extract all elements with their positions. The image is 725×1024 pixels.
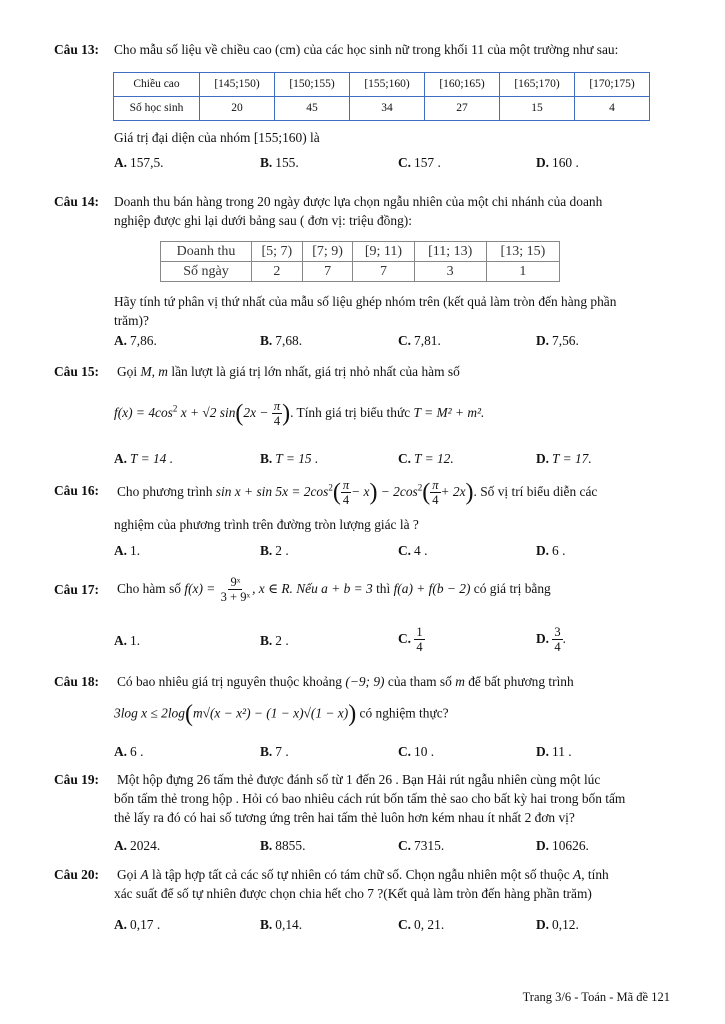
fraction: $\frac{\pi}{4}$ <box>273 399 281 429</box>
answer-options <box>114 918 674 934</box>
page-footer: Trang 3/6 - Toán - Mã đề 121 <box>522 990 670 1004</box>
option-b[interactable]: B. 2 . <box>260 543 289 558</box>
option-b[interactable]: B. 8855. <box>260 838 306 853</box>
option-b[interactable]: B. 7 . <box>260 744 289 759</box>
count-cell: 20 <box>200 97 275 121</box>
count-cell: 7 <box>353 262 414 282</box>
count-cell: 27 <box>425 97 500 121</box>
question-text: Cho mẫu số liệu về chiều cao (cm) của các học sinh nữ trong khối 11 của một trường như sau: <box>114 42 619 57</box>
answer-options <box>114 452 674 468</box>
question-label: Câu 18: <box>54 674 100 689</box>
option-c[interactable]: C. 157 . <box>398 155 441 170</box>
count-cell: 15 <box>500 97 575 121</box>
option-d[interactable]: D. 160 . <box>536 155 579 170</box>
option-c[interactable]: C. 4 . <box>398 543 428 558</box>
question-17 <box>54 575 674 663</box>
interval-cell: [11; 13) <box>414 242 486 262</box>
function-formula: Cho hàm số f(x) = $\frac{\text{9ˣ}}{\text{3 + 9ˣ}}$ , x ∈ R. Nếu a + b = 3 thì f(a) + f(b − 2) có giá trị bằng <box>117 575 551 605</box>
question-text: Gọi A là tập hợp tất cả các số tự nhiên có tám chữ số. Chọn ngẫu nhiên một số thuộc A, tính <box>117 867 609 882</box>
question-prompt <box>114 131 320 144</box>
count-cell: 3 <box>414 262 486 282</box>
question-20 <box>54 868 674 933</box>
height-table <box>113 72 650 121</box>
question-text: Một hộp đựng 26 tấm thẻ được đánh số từ 1 đến 26 . Bạn Hải rút ngẫu nhiên cùng một lúc <box>117 772 601 787</box>
count-cell: 45 <box>275 97 350 121</box>
option-b[interactable]: B. 2 . <box>260 633 289 648</box>
option-a[interactable]: A. 0,17 . <box>114 917 161 932</box>
prompt-text: Giá trị đại diện của nhóm <box>114 130 251 145</box>
question-15 <box>54 365 674 470</box>
question-16 <box>54 478 674 559</box>
option-c[interactable]: C. 0, 21. <box>398 917 445 932</box>
equation: Cho phương trình $\sin x + \sin 5x = 2\cos^2$( $\frac{\pi}{4}$ − $x) - 2\cos^2$( $\frac{\pi}{4}$ + 2x). Số vị trí biểu diễn các <box>117 478 598 508</box>
prompt-text: là <box>310 130 320 145</box>
inequality: 3log x ≤ 2log(m√(x − x²) − (1 − x)√(1 − x)) có nghiệm thực? <box>114 701 449 727</box>
answer-options <box>114 839 674 855</box>
table-header-cell: Số ngày <box>161 262 252 282</box>
table-header-cell: Chiều cao <box>114 73 200 97</box>
option-d[interactable]: D. 10626. <box>536 838 589 853</box>
question-label: Câu 14: <box>54 194 100 209</box>
interval-cell: [160;165) <box>425 73 500 97</box>
option-b[interactable]: B. 155. <box>260 155 299 170</box>
option-d[interactable]: D. 6 . <box>536 543 566 558</box>
answer-options <box>114 625 674 661</box>
table-header-cell: Số học sinh <box>114 97 200 121</box>
function-formula: $f(x) = 4\cos^2$ x + √2 sin(2x − $\frac{\pi}{4}$ ). Tính giá trị biểu thức T = M² + m². <box>114 399 485 429</box>
option-d[interactable]: D. 11 . <box>536 744 572 759</box>
question-14 <box>54 195 674 350</box>
question-label: Câu 16: <box>54 483 100 498</box>
table-header-cell: Doanh thu <box>161 242 252 262</box>
question-text: Hãy tính tứ phân vị thứ nhất của mẫu số liệu ghép nhóm trên (kết quả làm tròn đến hàng phần <box>114 294 617 309</box>
count-cell: 7 <box>302 262 353 282</box>
option-c[interactable]: C. 10 . <box>398 744 435 759</box>
option-d[interactable]: D. 0,12. <box>536 917 579 932</box>
answer-options <box>114 544 674 560</box>
interval-cell: [5; 7) <box>252 242 303 262</box>
question-label: Câu 15: <box>54 364 100 379</box>
option-c[interactable]: C. 7,81. <box>398 333 441 348</box>
count-cell: 4 <box>575 97 650 121</box>
option-a[interactable]: A. 1. <box>114 543 141 558</box>
interval-cell: [7; 9) <box>302 242 353 262</box>
question-text: Doanh thu bán hàng trong 20 ngày được lựa chọn ngẫu nhiên của một chi nhánh của doanh <box>114 194 603 209</box>
question-text: nghiệp được ghi lại dưới bảng sau ( đơn vị: triệu đồng): <box>114 213 412 228</box>
option-b[interactable]: B. 7,68. <box>260 333 303 348</box>
question-text: Có bao nhiêu giá trị nguyên thuộc khoảng (−9; 9) của tham số m để bất phương trình <box>117 674 574 689</box>
question-text: bốn tấm thẻ trong hộp . Hỏi có bao nhiêu cách rút bốn tấm thẻ sao cho bất kỳ hai trong bốn tấm <box>114 791 626 806</box>
option-d[interactable]: D. 7,56. <box>536 333 579 348</box>
option-a[interactable]: A. 1. <box>114 633 141 648</box>
group-interval: [155;160) <box>253 130 307 145</box>
question-13 <box>54 43 674 173</box>
interval-cell: [9; 11) <box>353 242 414 262</box>
option-d[interactable]: D. T = 17. <box>536 451 592 466</box>
question-text: thẻ lấy ra đó có hai số tương ứng trên hai tấm thẻ luôn hơn kém nhau ít nhất 2 đơn vị? <box>114 810 575 825</box>
option-b[interactable]: B. 0,14. <box>260 917 303 932</box>
question-label: Câu 17: <box>54 582 100 597</box>
count-cell: 1 <box>486 262 559 282</box>
question-label: Câu 19: <box>54 772 100 787</box>
interval-cell: [13; 15) <box>486 242 559 262</box>
interval-cell: [150;155) <box>275 73 350 97</box>
question-label: Câu 20: <box>54 867 100 882</box>
question-text: Gọi M, m lần lượt là giá trị lớn nhất, giá trị nhỏ nhất của hàm số <box>117 364 460 379</box>
question-19 <box>54 773 674 853</box>
question-text: trăm)? <box>114 313 149 328</box>
count-cell: 2 <box>252 262 303 282</box>
question-text: xác suất để số tự nhiên được chọn chia hết cho 7 ?(Kết quả làm tròn đến hàng phần trăm) <box>114 886 592 901</box>
interval-cell: [170;175) <box>575 73 650 97</box>
option-b[interactable]: B. T = 15 . <box>260 451 319 466</box>
interval-cell: [155;160) <box>350 73 425 97</box>
option-c[interactable]: C. 7315. <box>398 838 445 853</box>
interval-cell: [165;170) <box>500 73 575 97</box>
question-18 <box>54 675 674 760</box>
interval-cell: [145;150) <box>200 73 275 97</box>
answer-options <box>114 156 674 172</box>
question-label: Câu 13: <box>54 42 100 57</box>
option-c[interactable]: C. T = 12. <box>398 451 454 466</box>
count-cell: 34 <box>350 97 425 121</box>
option-c[interactable]: C. $\frac{1}{4}$ <box>398 625 423 655</box>
option-a[interactable]: A. 2024. <box>114 838 161 853</box>
option-a[interactable]: A. T = 14 . <box>114 451 174 466</box>
answer-options <box>114 745 674 761</box>
option-a[interactable]: A. 7,86. <box>114 333 157 348</box>
answer-options <box>114 334 674 350</box>
option-a[interactable]: A. 6 . <box>114 744 144 759</box>
question-text: nghiệm của phương trình trên đường tròn lượng giác là ? <box>114 517 419 532</box>
option-a[interactable]: A. 157,5. <box>114 155 164 170</box>
option-d[interactable]: D. $\frac{3}{4}$ . <box>536 625 566 655</box>
revenue-table <box>160 241 560 282</box>
